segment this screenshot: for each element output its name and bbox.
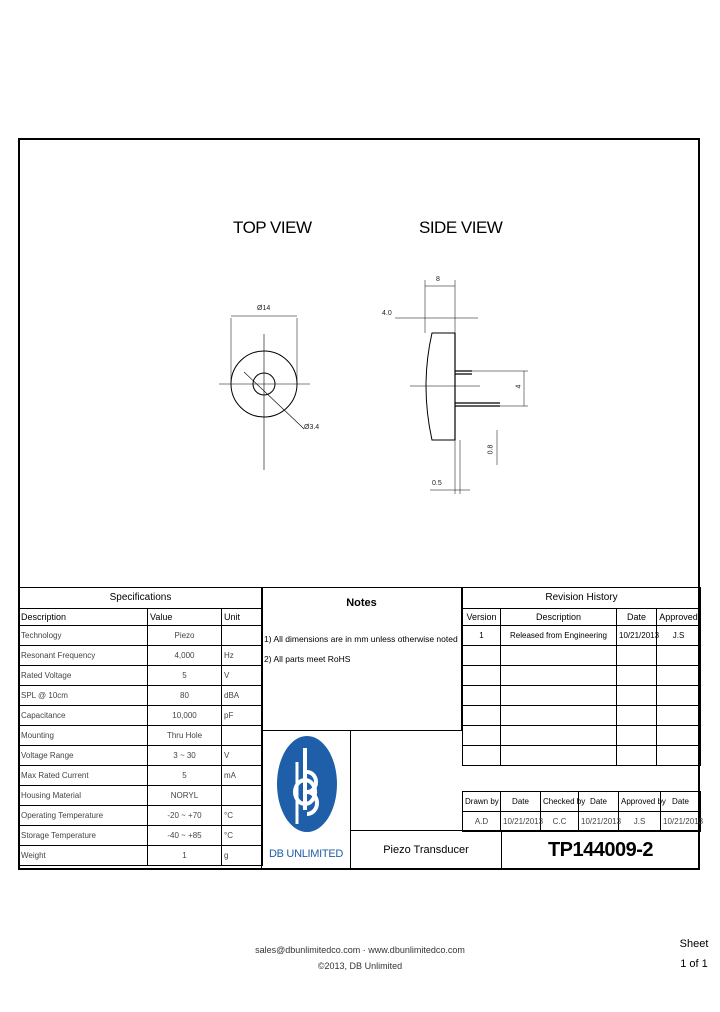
spec-value: 10,000 xyxy=(148,706,222,726)
part-number: TP144009-2 xyxy=(501,830,700,870)
spec-description: Technology xyxy=(19,626,148,646)
top-view-label: TOP VIEW xyxy=(233,218,312,237)
table-row xyxy=(463,626,701,646)
spec-unit xyxy=(222,626,263,646)
spec-description: Resonant Frequency xyxy=(19,646,148,666)
side-view-label: SIDE VIEW xyxy=(419,218,503,237)
table-row xyxy=(463,746,701,766)
rev-header-version: Version xyxy=(463,609,501,626)
signoff-header: Date xyxy=(661,792,701,812)
hole-leader xyxy=(244,372,300,425)
rev-header-date: Date xyxy=(617,609,657,626)
table-row xyxy=(19,726,263,746)
footer-copyright: ©2013, DB Unlimited xyxy=(317,961,403,971)
spec-value: -40 ~ +85 xyxy=(148,826,222,846)
dim-side-width: 8 xyxy=(436,276,440,283)
spec-unit: g xyxy=(222,846,263,866)
signoff-header: Checked by xyxy=(541,792,579,812)
note-item: 1) All dimensions are in mm unless otherwise noted xyxy=(264,634,458,644)
side-view-drawing xyxy=(395,280,528,494)
table-row xyxy=(463,706,701,726)
spec-description: Voltage Range xyxy=(19,746,148,766)
spec-description: Weight xyxy=(19,846,148,866)
spec-unit: dBA xyxy=(222,686,263,706)
spec-unit: mA xyxy=(222,766,263,786)
spec-value: Thru Hole xyxy=(148,726,222,746)
table-row xyxy=(19,666,263,686)
table-row xyxy=(19,706,263,726)
signoff-header: Approved by xyxy=(619,792,661,812)
spec-description: Operating Temperature xyxy=(19,806,148,826)
footer-contact: sales@dbunlimitedco.com · www.dbunlimitedco.com xyxy=(255,945,465,955)
spec-unit: pF xyxy=(222,706,263,726)
spec-value: Piezo xyxy=(148,626,222,646)
dim-pin-spacing: 4 xyxy=(515,384,523,389)
table-row xyxy=(19,786,263,806)
dim-pin-length: 0.8 xyxy=(487,444,495,455)
rev-header-description: Description xyxy=(501,609,617,626)
revision-title: Revision History xyxy=(463,588,701,609)
table-row xyxy=(19,766,263,786)
spec-value: 3 ~ 30 xyxy=(148,746,222,766)
spec-unit xyxy=(222,726,263,746)
table-row xyxy=(463,726,701,746)
signoff-table xyxy=(462,791,704,832)
signoff-value: C.C xyxy=(541,812,579,832)
spec-header-unit: Unit xyxy=(222,609,263,626)
sheet-value: 1 of 1 xyxy=(680,958,708,970)
spec-description: Housing Material xyxy=(19,786,148,806)
specifications-table xyxy=(18,587,263,866)
spec-value: 5 xyxy=(148,666,222,686)
note-item: 2) All parts meet RoHS xyxy=(264,654,351,664)
signoff-value: 10/21/2013 xyxy=(661,812,701,832)
dim-outer-diameter: Ø14 xyxy=(257,305,271,312)
spec-description: Rated Voltage xyxy=(19,666,148,686)
spec-unit: V xyxy=(222,746,263,766)
spec-unit: °C xyxy=(222,806,263,826)
spec-unit: Hz xyxy=(222,646,263,666)
table-row xyxy=(19,846,263,866)
table-row xyxy=(19,806,263,826)
spec-value: -20 ~ +70 xyxy=(148,806,222,826)
spec-value: 5 xyxy=(148,766,222,786)
spec-header-description: Description xyxy=(19,609,148,626)
signoff-value: 10/21/2013 xyxy=(501,812,541,832)
dim-hole-diameter: Ø3.4 xyxy=(304,424,320,431)
signoff-value: A.D xyxy=(463,812,501,832)
spec-description: SPL @ 10cm xyxy=(19,686,148,706)
notes-title: Notes xyxy=(346,597,377,609)
rev-date: 10/21/2013 xyxy=(617,626,657,646)
spec-value: 4,000 xyxy=(148,646,222,666)
logo-text: DB UNLIMITED xyxy=(268,848,344,860)
spec-unit: °C xyxy=(222,826,263,846)
signoff-value: J.S xyxy=(619,812,661,832)
spec-unit: V xyxy=(222,666,263,686)
table-row xyxy=(463,686,701,706)
spec-unit xyxy=(222,786,263,806)
spec-value: 1 xyxy=(148,846,222,866)
revision-history-table xyxy=(462,587,701,766)
table-row xyxy=(19,686,263,706)
spec-description: Max Rated Current xyxy=(19,766,148,786)
part-description: Piezo Transducer xyxy=(350,830,502,870)
signoff-value: 10/21/2013 xyxy=(579,812,619,832)
logo-mark xyxy=(275,732,339,840)
sheet-label: Sheet xyxy=(679,938,709,950)
table-row xyxy=(19,646,263,666)
table-row xyxy=(463,666,701,686)
rev-header-approved: Approved xyxy=(657,609,701,626)
signoff-header: Drawn by xyxy=(463,792,501,812)
top-view-drawing xyxy=(219,316,310,470)
side-body xyxy=(426,333,455,440)
spec-description: Capacitance xyxy=(19,706,148,726)
spec-value: NORYL xyxy=(148,786,222,806)
dim-side-top: 4.0 xyxy=(382,310,392,317)
spec-description: Mounting xyxy=(19,726,148,746)
table-row xyxy=(19,746,263,766)
table-row xyxy=(19,826,263,846)
signoff-header: Date xyxy=(579,792,619,812)
rev-version: 1 xyxy=(463,626,501,646)
spec-value: 80 xyxy=(148,686,222,706)
signoff-header: Date xyxy=(501,792,541,812)
rev-approved: J.S xyxy=(657,626,701,646)
spec-header-value: Value xyxy=(148,609,222,626)
spec-description: Storage Temperature xyxy=(19,826,148,846)
table-row xyxy=(463,646,701,666)
table-row xyxy=(19,626,263,646)
specifications-title: Specifications xyxy=(19,588,263,609)
rev-description: Released from Engineering xyxy=(501,626,617,646)
dim-pin-diameter: 0.5 xyxy=(432,480,442,487)
